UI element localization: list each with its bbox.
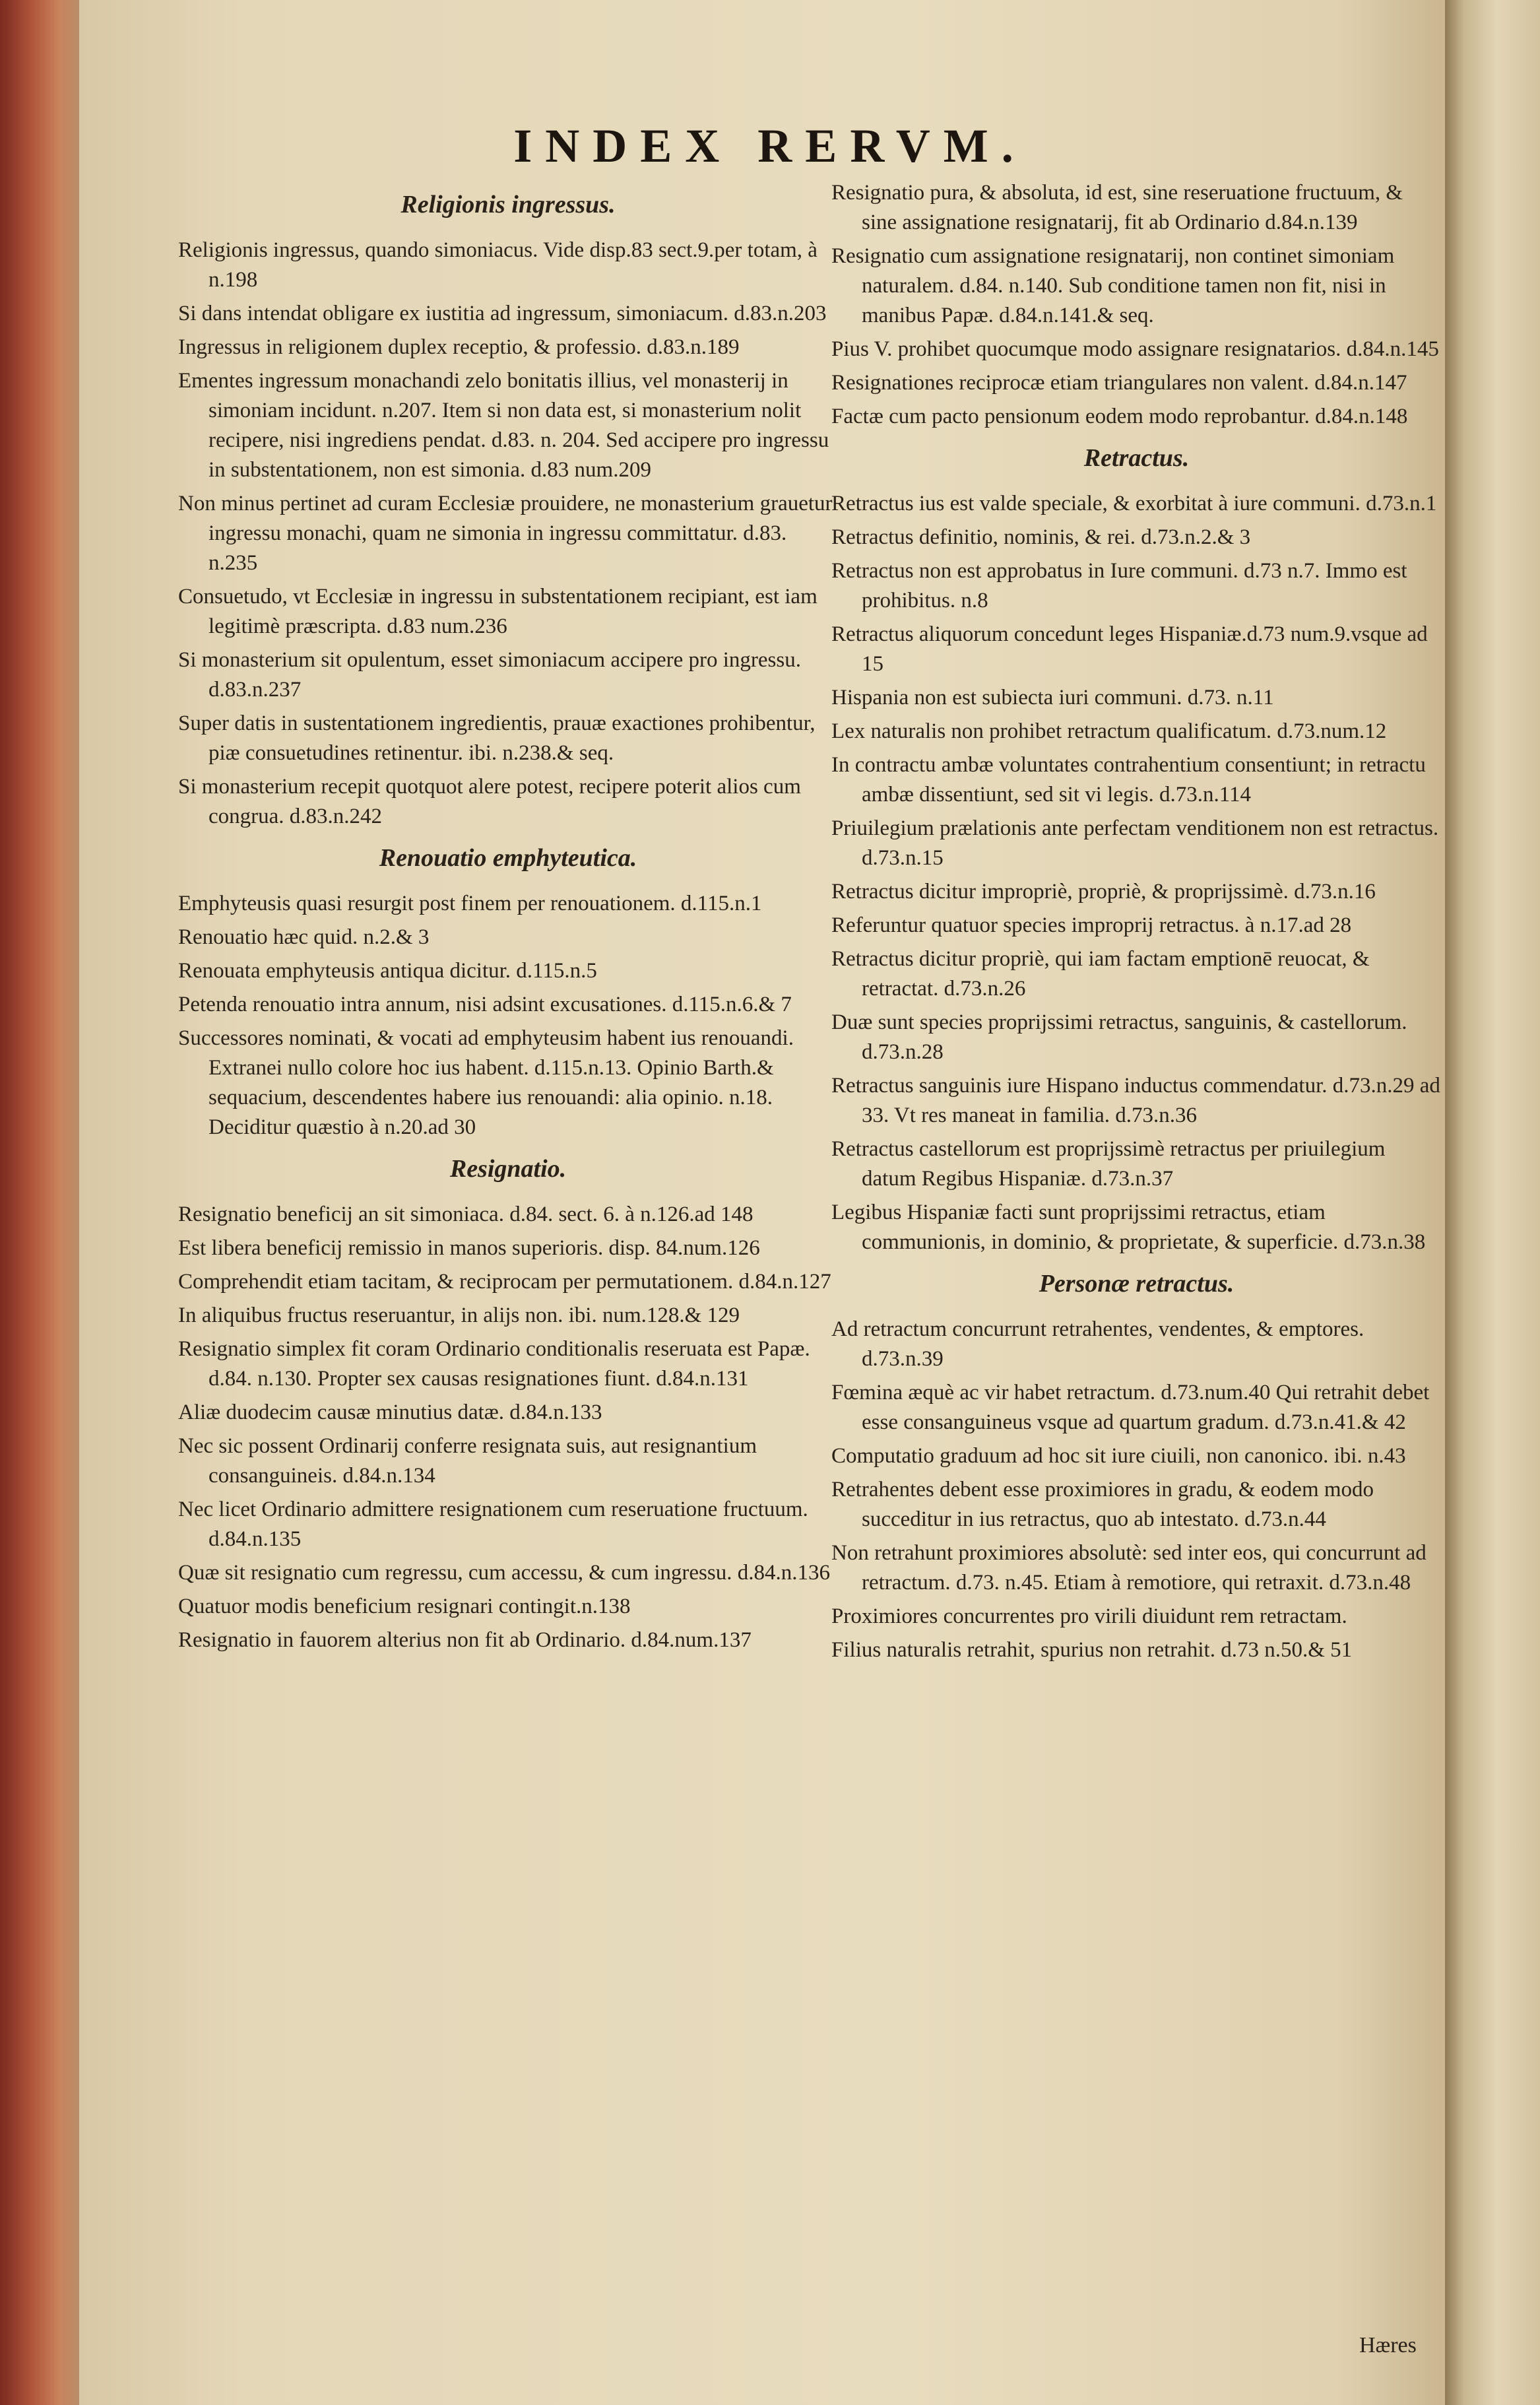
section-heading: Personæ retractus. [1039,1270,1235,1298]
index-entry: Retrahentes debent esse proximiores in gradu, & eodem modo succeditur in ius retractus, quo ab intestato. d.73.n.44 [831,1478,1374,1531]
index-entry: Non retrahunt proximiores absolutè: sed inter eos, qui concurrunt ad retractum. d.73. n.45. Etiam à remotiore, qui retraxit. d.73.n.48 [831,1541,1427,1595]
index-entry: Retractus ius est valde speciale, & exorbitat à iure communi. d.73.n.1 [831,492,1437,515]
index-entry: Factæ cum pacto pensionum eodem modo reprobantur. d.84.n.148 [831,405,1408,428]
index-entry: Legibus Hispaniæ facti sunt proprijssimi retractus, etiam communionis, in dominio, & proprietate, & superficie. d.73.n.38 [831,1201,1426,1254]
index-entry: Religionis ingressus, quando simoniacus. Vide disp.83 sect.9.per totam, à n.198 [178,238,818,292]
page-title: INDEX RERVM. [513,119,1027,172]
index-entry: Quatuor modis beneficium resignari contingit.n.138 [178,1595,631,1618]
index-entry: Ad retractum concurrunt retrahentes, vendentes, & emptores. d.73.n.39 [831,1317,1364,1371]
index-entry: Ingressus in religionem duplex receptio, & professio. d.83.n.189 [178,335,740,359]
index-entry: In aliquibus fructus reseruantur, in alijs non. ibi. num.128.& 129 [178,1303,740,1327]
index-entry: Priuilegium prælationis ante perfectam venditionem non est retractus. d.73.n.15 [831,816,1439,870]
index-entry: Est libera beneficij remissio in manos superioris. disp. 84.num.126 [178,1236,760,1260]
index-entry: Hispania non est subiecta iuri communi. d.73. n.11 [831,686,1274,709]
index-entry: Resignatio in fauorem alterius non fit ab Ordinario. d.84.num.137 [178,1628,752,1652]
index-entry: Resignatio simplex fit coram Ordinario conditionalis reseruata est Papæ. d.84. n.130. Propter sex causas resignationes fiunt. d.84.n.131 [178,1337,810,1391]
index-entry: Super datis in sustentationem ingredientis, prauæ exactiones prohibentur, piæ consuetudines retinentur. ibi. n.238.& seq. [178,711,816,765]
index-entry: Renouata emphyteusis antiqua dicitur. d.115.n.5 [178,959,597,983]
index-entry: Si dans intendat obligare ex iustitia ad ingressum, simoniacum. d.83.n.203 [178,302,827,325]
index-entry: Duæ sunt species proprijssimi retractus, sanguinis, & castellorum. d.73.n.28 [831,1010,1407,1064]
index-entry: Retractus non est approbatus in Iure communi. d.73 n.7. Immo est prohibitus. n.8 [831,559,1407,612]
section-heading: Retractus. [1083,444,1190,472]
index-entry: Comprehendit etiam tacitam, & reciprocam per permutationem. d.84.n.127 [178,1270,831,1294]
section-heading: Resignatio. [449,1155,567,1183]
index-entry: Proximiores concurrentes pro virili diuidunt rem retractam. [831,1604,1347,1628]
index-entry: Si monasterium recepit quotquot alere potest, recipere poterit alios cum congrua. d.83.n.242 [178,775,801,828]
index-entry: Retractus dicitur impropriè, propriè, & proprijssimè. d.73.n.16 [831,880,1376,904]
index-entry: Computatio graduum ad hoc sit iure ciuili, non canonico. ibi. n.43 [831,1444,1406,1468]
index-entry: Retractus definitio, nominis, & rei. d.73.n.2.& 3 [831,525,1251,549]
section-heading: Religionis ingressus. [401,191,616,218]
left-column [178,178,838,1659]
index-entry: Non minus pertinet ad curam Ecclesiæ prouidere, ne monasterium grauetur ingressu monachi, quam ne simonia in ingressu committatur. d.83. n.235 [178,492,833,575]
index-entry: Petenda renouatio intra annum, nisi adsint excusationes. d.115.n.6.& 7 [178,993,792,1016]
index-entry: Retractus dicitur propriè, qui iam factam emptionē reuocat, & retractat. d.73.n.26 [831,947,1370,1001]
index-entry: Quæ sit resignatio cum regressu, cum accessu, & cum ingressu. d.84.n.136 [178,1561,830,1585]
book-spine [0,0,79,2405]
index-entry: Retractus castellorum est proprijssimè retractus per priuilegium datum Regibus Hispaniæ. d.73.n.37 [831,1137,1386,1191]
index-entry: Aliæ duodecim causæ minutius datæ. d.84.n.133 [178,1400,602,1424]
index-entry: Nec licet Ordinario admittere resignationem cum reseruatione fructuum. d.84.n.135 [178,1498,808,1551]
catchword: Hæres [1359,2333,1417,2357]
right-column [831,178,1442,1669]
index-entry: Renouatio hæc quid. n.2.& 3 [178,925,430,949]
index-entry: Ementes ingressum monachandi zelo bonitatis illius, vel monasterij in simoniam incidunt. n.207. Item si non data est, si monasterium nolit recipere, nisi ingrediens pendat. d.83. n. 204. Sed accipere pro ingressu in substentationem, non est simonia. d.83 num.209 [178,369,829,482]
index-entry: Nec sic possent Ordinarij conferre resignata suis, aut resignantium consanguineis. d.84.n.134 [178,1434,757,1488]
index-entry: Resignatio beneficij an sit simoniaca. d.84. sect. 6. à n.126.ad 148 [178,1202,754,1226]
index-entry: Retractus sanguinis iure Hispano inductus commendatur. d.73.n.29 ad 33. Vt res maneat in familia. d.73.n.36 [831,1074,1440,1127]
index-entry: Retractus aliquorum concedunt leges Hispaniæ.d.73 num.9.vsque ad 15 [831,622,1428,676]
index-entry: Referuntur quatuor species improprij retractus. à n.17.ad 28 [831,913,1352,937]
section-heading: Renouatio emphyteutica. [379,844,637,872]
index-entry: Successores nominati, & vocati ad emphyteusim habent ius renouandi. Extranei nullo colore hoc ius habent. d.115.n.13. Opinio Barth.& sequacium, descendentes habere ius renouandi: alia opinio. n.18. Deciditur quæstio à n.20.ad 30 [178,1026,794,1139]
index-entry: Resignationes reciprocæ etiam triangulares non valent. d.84.n.147 [831,371,1407,395]
index-entry: In contractu ambæ voluntates contrahentium consentiunt; in retractu ambæ dissentiunt, sed sit vi legis. d.73.n.114 [831,753,1426,807]
index-entry: Lex naturalis non prohibet retractum qualificatum. d.73.num.12 [831,719,1387,743]
index-entry: Emphyteusis quasi resurgit post finem per renouationem. d.115.n.1 [178,892,762,915]
index-entry: Consuetudo, vt Ecclesiæ in ingressu in substentationem recipiant, est iam legitimè præscripta. d.83 num.236 [178,585,818,638]
index-entry: Pius V. prohibet quocumque modo assignare resignatarios. d.84.n.145 [831,337,1439,361]
index-entry: Resignatio cum assignatione resignatarij, non continet simoniam naturalem. d.84. n.140. Sub conditione tamen non fit, nisi in manibus Papæ. d.84.n.141.& seq. [831,244,1395,327]
index-entry: Filius naturalis retrahit, spurius non retrahit. d.73 n.50.& 51 [831,1638,1353,1662]
index-entry: Resignatio pura, & absoluta, id est, sine reseruatione fructuum, & sine assignatione resignatarij, fit ab Ordinario d.84.n.139 [831,181,1403,234]
facing-page-edge [1445,0,1540,2405]
index-entry: Si monasterium sit opulentum, esset simoniacum accipere pro ingressu. d.83.n.237 [178,648,801,702]
index-entry: Fœmina æquè ac vir habet retractum. d.73.num.40 Qui retrahit debet esse consanguineus vsque ad quartum gradum. d.73.n.41.& 42 [831,1381,1430,1434]
